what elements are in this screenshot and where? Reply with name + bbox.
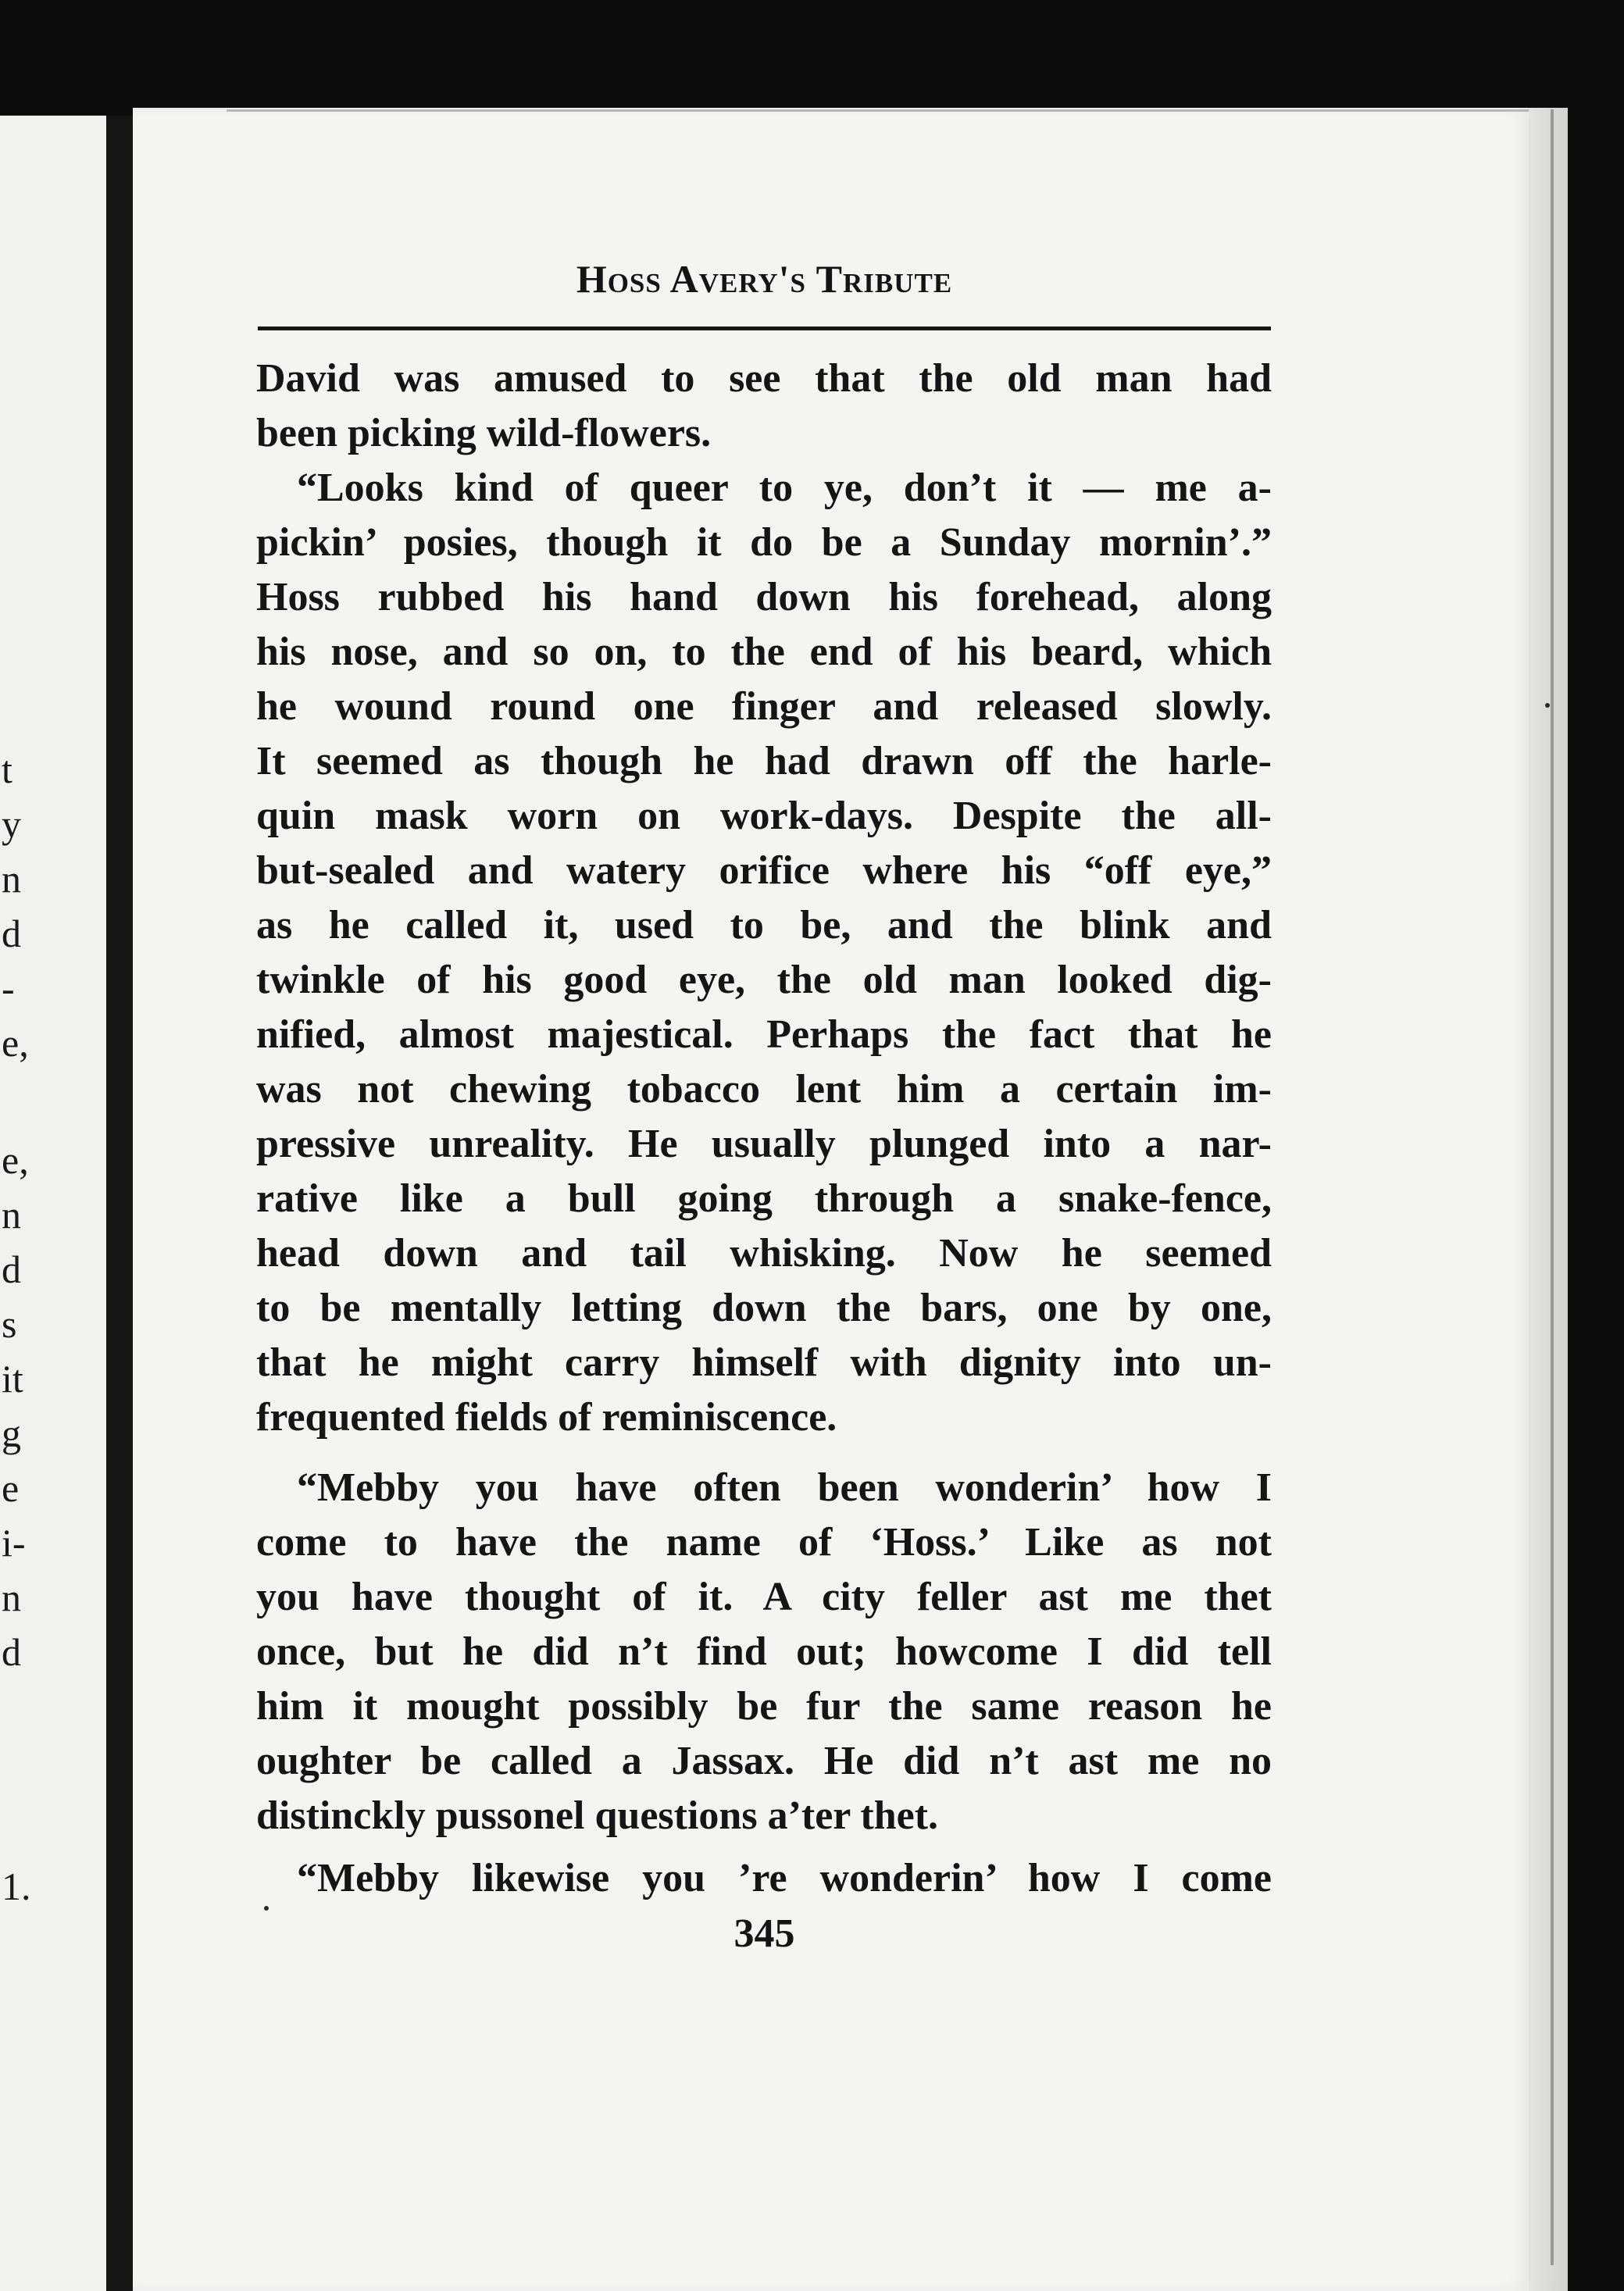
- previous-page-letter: d: [2, 912, 21, 955]
- previous-page-letter: e,: [2, 1021, 29, 1065]
- text-line: pressive unreality. He usually plunged into a nar-: [256, 1122, 1272, 1166]
- previous-page-letter: it: [2, 1357, 23, 1401]
- previous-page-letter: t: [2, 748, 12, 791]
- text-line: but-sealed and watery orifice where his “off eye,”: [256, 848, 1272, 893]
- previous-page-letter: e: [2, 1466, 20, 1510]
- previous-page-letter: i-: [2, 1521, 26, 1565]
- previous-page-letter: -: [2, 966, 15, 1010]
- text-line: as he called it, used to be, and the blink and: [256, 903, 1272, 947]
- text-line: David was amused to see that the old man had: [256, 356, 1272, 401]
- previous-page-letter: g: [2, 1411, 21, 1455]
- ink-speck: [264, 1906, 269, 1911]
- page-stack-edge: [1529, 108, 1568, 2291]
- text-line: “Mebby you have often been wonderin’ how I: [297, 1465, 1272, 1510]
- running-head: Hoss Avery's Tribute: [576, 257, 953, 301]
- text-line: his nose, and so on, to the end of his beard, which: [256, 630, 1272, 674]
- text-line: to be mentally letting down the bars, one by one,: [256, 1286, 1272, 1330]
- header-rule: [258, 327, 1271, 330]
- text-line: “Looks kind of queer to ye, don’t it — me a-: [297, 466, 1272, 510]
- text-line: head down and tail whisking. Now he seemed: [256, 1231, 1272, 1276]
- text-line: oughter be called a Jassax. He did n’t ast me no: [256, 1739, 1272, 1783]
- previous-page-letter: e,: [2, 1138, 29, 1182]
- text-line: Hoss rubbed his hand down his forehead, along: [256, 575, 1272, 619]
- text-line: frequented fields of reminiscence.: [256, 1395, 837, 1440]
- text-line: was not chewing tobacco lent him a certain im-: [256, 1067, 1272, 1112]
- text-line: twinkle of his good eye, the old man looked dig-: [256, 958, 1272, 1002]
- text-line: pickin’ posies, though it do be a Sunday mornin’.”: [256, 520, 1272, 565]
- text-line: It seemed as though he had drawn off the harle-: [256, 739, 1272, 783]
- previous-page-letter: n: [2, 1193, 21, 1236]
- ink-speck: [1545, 703, 1550, 708]
- text-line: distinckly pussonel questions a’ter thet.: [256, 1793, 939, 1838]
- previous-page-letter: n: [2, 857, 21, 901]
- text-line: rative like a bull going through a snake-fence,: [256, 1176, 1272, 1221]
- text-line: he wound round one finger and released slowly.: [256, 684, 1272, 729]
- text-line: come to have the name of ‘Hoss.’ Like as not: [256, 1520, 1272, 1565]
- page-edge-shadow: [1551, 109, 1554, 2265]
- text-line: once, but he did n’t find out; howcome I did tell: [256, 1629, 1272, 1674]
- book-gutter: [106, 116, 133, 2291]
- previous-page-letter: d: [2, 1630, 21, 1674]
- page-top-edge: [227, 109, 1529, 112]
- previous-page-letter: d: [2, 1247, 21, 1291]
- text-line: “Mebby likewise you ’re wonderin’ how I come: [297, 1856, 1272, 1900]
- page-number: 345: [733, 1911, 795, 1956]
- previous-page-letter: 1.: [2, 1865, 31, 1908]
- text-line: been picking wild-flowers.: [256, 411, 712, 455]
- text-line: nified, almost majestical. Perhaps the fact that he: [256, 1012, 1272, 1057]
- text-line: him it mought possibly be fur the same reason he: [256, 1684, 1272, 1729]
- text-line: that he might carry himself with dignity into un-: [256, 1340, 1272, 1385]
- text-line: you have thought of it. A city feller ast me thet: [256, 1575, 1272, 1619]
- previous-page-letter: s: [2, 1302, 17, 1346]
- previous-page-letter: y: [2, 802, 21, 846]
- previous-page-letter: n: [2, 1576, 21, 1619]
- text-line: quin mask worn on work-days. Despite the all-: [256, 794, 1272, 838]
